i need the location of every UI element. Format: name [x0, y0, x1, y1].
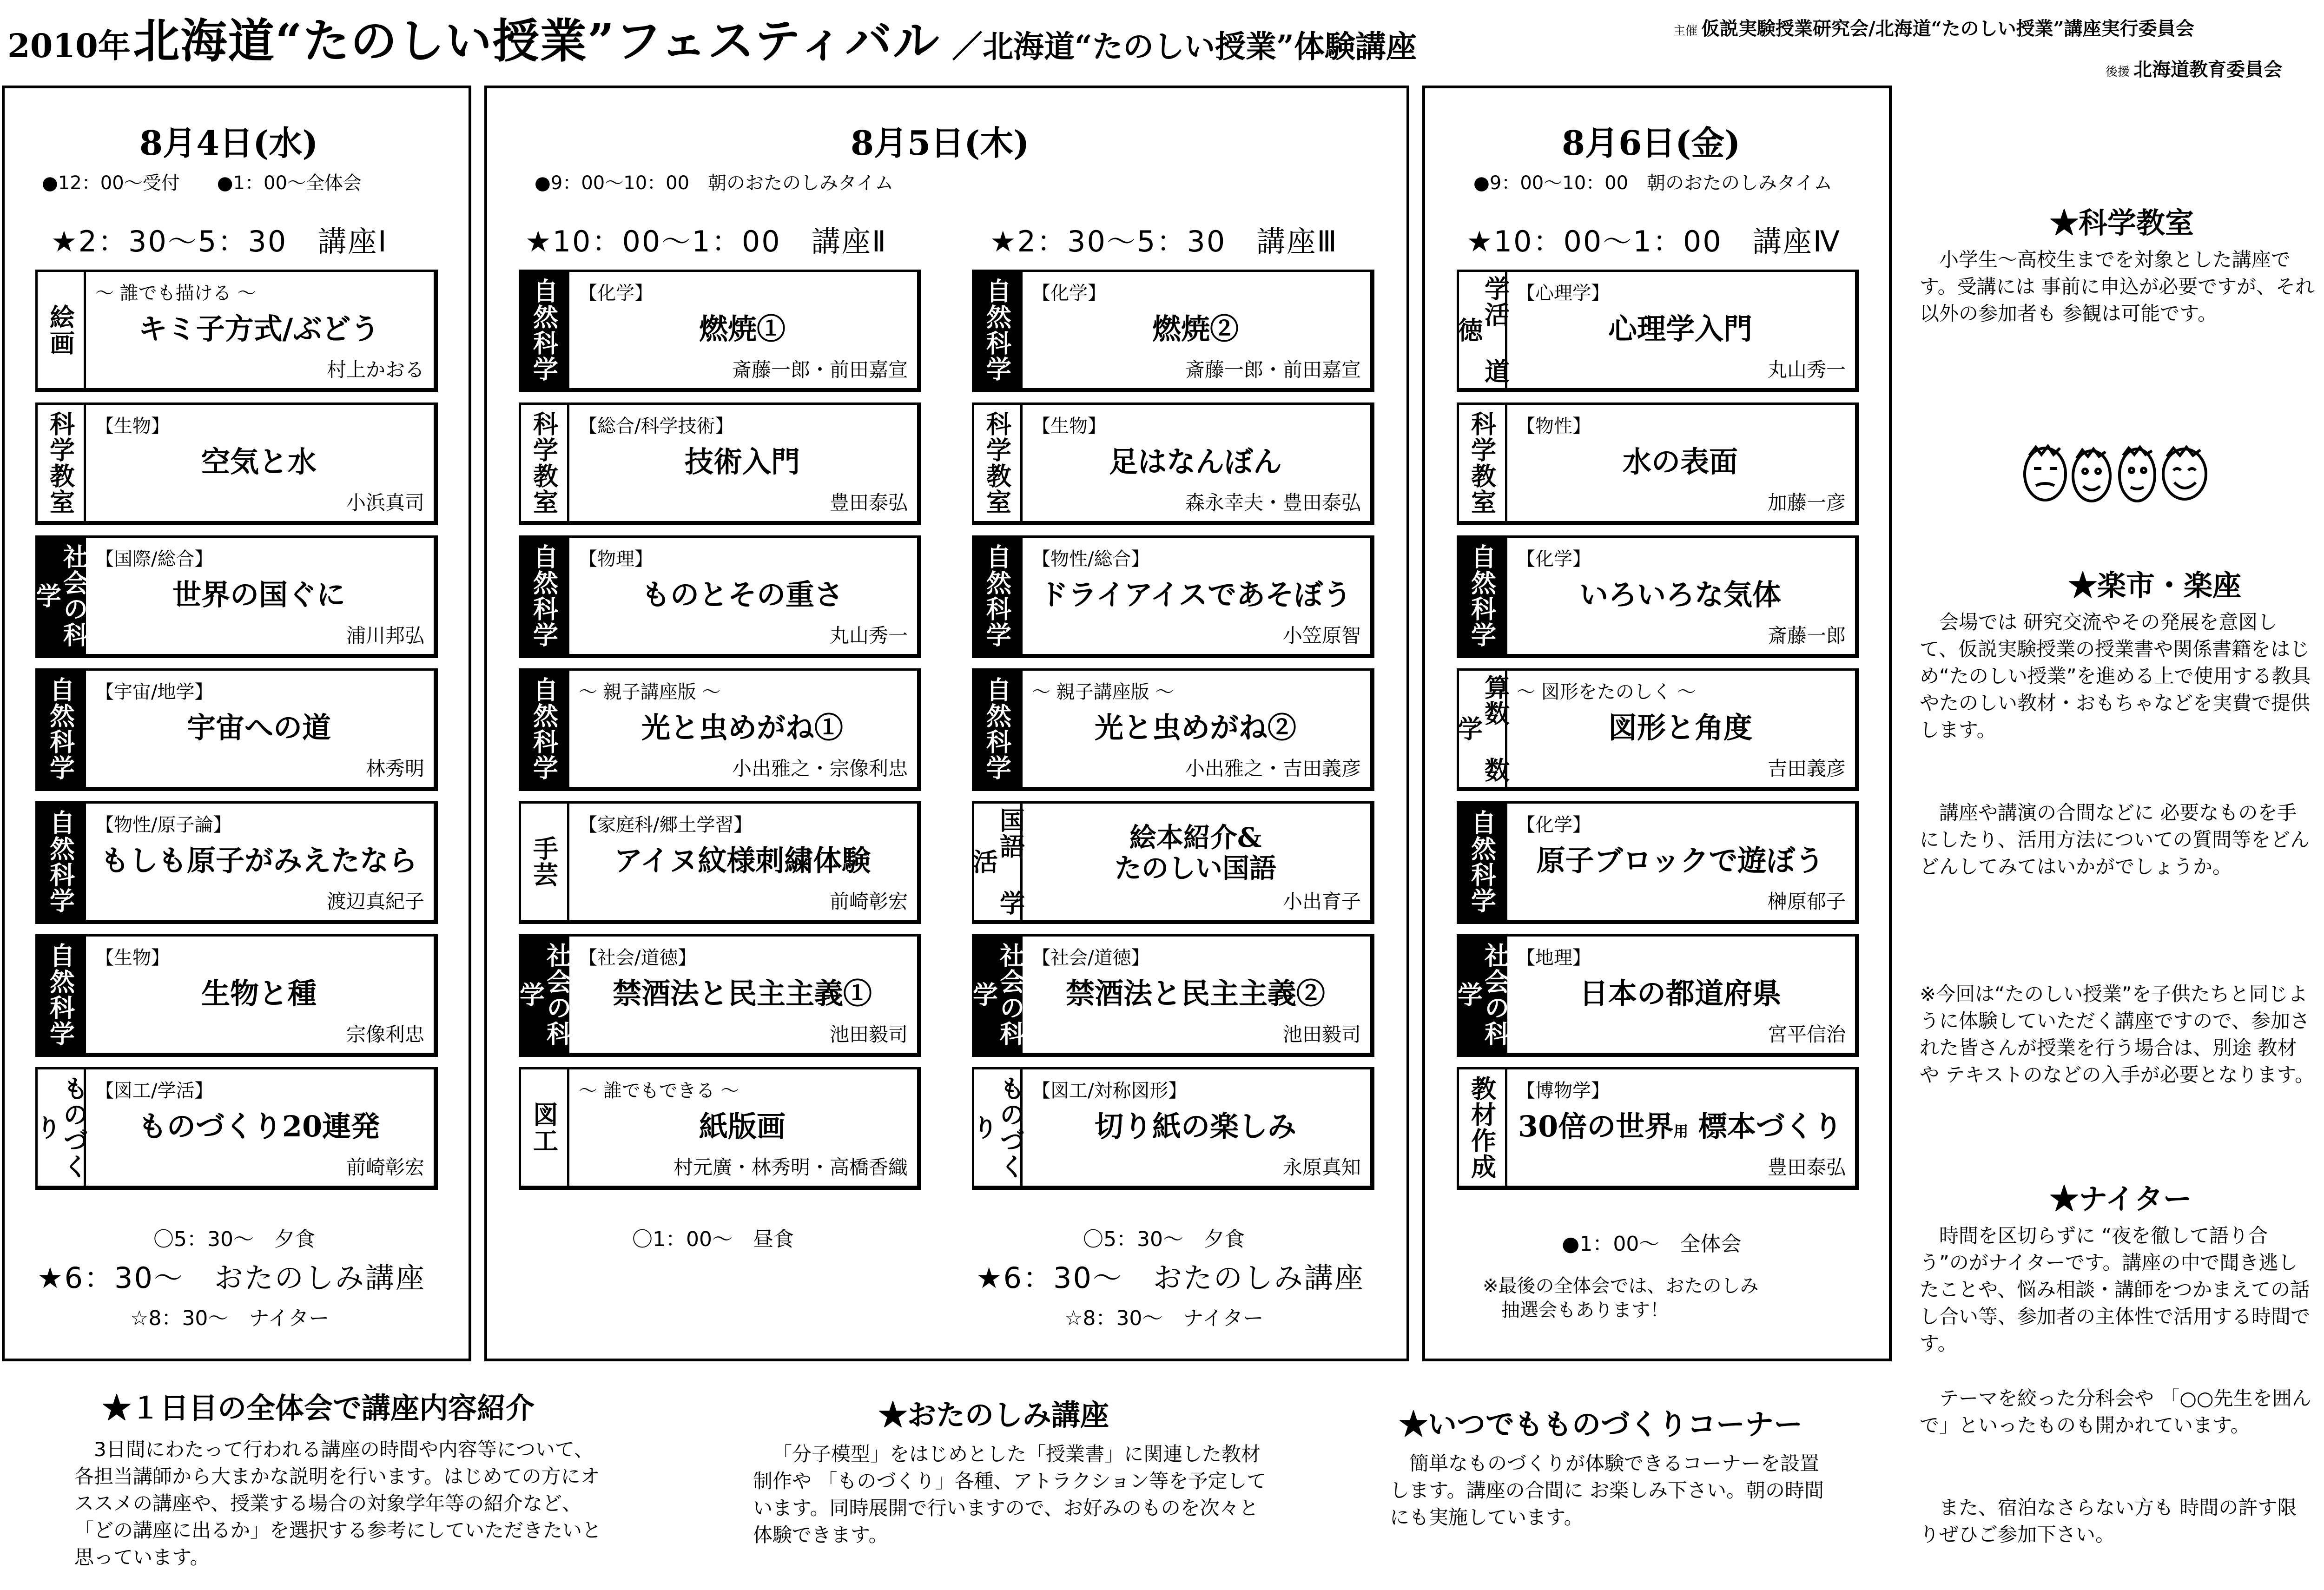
day2-evening: ★6：30～ おたのしみ講座 — [976, 1261, 1365, 1295]
subject-tab: ものづくり — [974, 1069, 1023, 1186]
lecture-teacher: 森永幸夫・豊田泰弘 — [1185, 491, 1361, 514]
lecture-title: もしも原子がみえたなら — [100, 844, 417, 877]
lecture-card — [515, 934, 921, 1057]
day2-slot-a: ★10：00～1：00 講座Ⅱ — [525, 224, 888, 258]
lecture-card — [32, 1067, 438, 1190]
nighter-text-3: また、宿泊なさらない方も 時間の許す限りぜひご参加下さい。 — [1920, 1496, 2297, 1546]
lecture-title-small: 用 — [1673, 1122, 1689, 1140]
day3-slot: ★10：00～1：00 講座Ⅳ — [1466, 224, 1841, 258]
subject-tab: 自然科学 — [521, 538, 569, 654]
subject-tab: 科学教室 — [38, 405, 86, 521]
day2-slot-b: ★2：30～5：30 講座Ⅲ — [990, 224, 1339, 258]
lecture-card — [972, 402, 1374, 525]
lecture-card — [35, 934, 438, 1057]
lecture-card — [519, 1067, 921, 1190]
subject-tab: 科学教室 — [974, 405, 1023, 521]
subject-tab: ものづくり — [38, 1069, 86, 1186]
lecture-category: 【図工/対称図形】 — [1032, 1080, 1187, 1102]
lecture-title: 空気と水 — [201, 445, 317, 479]
lecture-title: 心理学入門 — [1608, 312, 1752, 346]
lecture-title: ドライアイスであそぼう — [1039, 578, 1352, 612]
subject-tab: 手芸 — [521, 804, 569, 920]
lecture-teacher: 小笠原智 — [1282, 624, 1361, 647]
smiley-faces-illustration — [2017, 442, 2212, 511]
lecture-title: 光と虫めがね① — [641, 711, 843, 745]
lecture-title: 生物と種 — [201, 976, 317, 1010]
lecture-teacher: 村上かおる — [326, 358, 424, 381]
page-header — [7, 4, 1417, 71]
day3-note-lottery-2: 抽選会もあります！ — [1501, 1300, 1669, 1321]
lecture-card — [969, 934, 1374, 1057]
lecture-title: 世界の国ぐに — [172, 578, 345, 612]
lecture-teacher: 斎藤一郎・前田嘉宣 — [732, 358, 908, 381]
lecture-teacher: 浦川邦弘 — [346, 624, 424, 647]
lecture-category: ～ 誰でもできる ～ — [579, 1080, 739, 1102]
lecture-card — [1453, 934, 1859, 1057]
lecture-card — [972, 668, 1374, 791]
lecture-teacher: 永原真知 — [1282, 1156, 1361, 1179]
lecture-title: 禁酒法と民主主義② — [1065, 976, 1325, 1010]
day3-general-meeting: ●1：00～ 全体会 — [1562, 1232, 1742, 1256]
organizer-text: 仮説実験授業研究会/北海道“たのしい授業”講座実行委員会 — [1701, 18, 2194, 40]
subject-tab: 自然科学 — [974, 671, 1023, 787]
lecture-teacher: 池田毅司 — [829, 1023, 908, 1046]
lecture-title: 足はなんぼん — [1109, 445, 1282, 479]
lecture-teacher: 村元廣・林秀明・高橋香織 — [673, 1156, 908, 1179]
lecture-title: 図形と角度 — [1608, 711, 1752, 745]
lecture-category: 【化学】 — [1032, 283, 1106, 304]
lecture-category: 【生物】 — [95, 947, 170, 969]
lecture-category: 【化学】 — [1517, 548, 1591, 570]
subject-tab: 自然科学 — [974, 538, 1023, 654]
lecture-card — [972, 270, 1374, 392]
lecture-teacher: 豊田泰弘 — [1767, 1156, 1846, 1179]
lecture-teacher: 渡辺真紀子 — [326, 890, 424, 913]
lecture-category: 【物性】 — [1517, 416, 1591, 437]
lecture-title: 水の表面 — [1622, 445, 1738, 479]
subject-tab: 国語 学活 — [974, 804, 1023, 920]
lecture-category: 【化学】 — [579, 283, 653, 304]
intro-title: ★１日目の全体会で講座内容紹介 — [102, 1391, 535, 1425]
subject-tab: 算数 数学 — [1459, 671, 1507, 787]
day1-note: ●12：00～受付 ●1：00～全体会 — [42, 172, 362, 194]
lecture-teacher: 榊原郁子 — [1767, 890, 1846, 913]
fun-title: ★おたのしみ講座 — [878, 1398, 1109, 1432]
lecture-category: 【社会/道徳】 — [579, 947, 697, 969]
lecture-card — [35, 801, 438, 924]
lecture-title: 紙版画 — [699, 1109, 786, 1143]
lecture-card — [1457, 402, 1859, 525]
lecture-title: いろいろな気体 — [1579, 578, 1781, 612]
lecture-card — [972, 535, 1374, 658]
lecture-title: 技術入門 — [684, 445, 800, 479]
lecture-card — [519, 668, 921, 791]
lecture-teacher: 小出雅之・宗像利忠 — [732, 757, 908, 780]
lecture-category: ～ 親子講座版 ～ — [579, 681, 721, 703]
lecture-teacher: 宗像利忠 — [346, 1023, 424, 1046]
lecture-card — [35, 270, 438, 392]
lecture-title — [1510, 1110, 1850, 1148]
lecture-title: ものとその重さ — [641, 578, 843, 612]
lecture-category: 【博物学】 — [1517, 1080, 1610, 1102]
lecture-teacher: 小出雅之・吉田義彦 — [1185, 757, 1361, 780]
lecture-title-rest: 標本づくり — [1688, 1109, 1842, 1143]
lecture-category: 【社会/道徳】 — [1032, 947, 1150, 969]
subject-tab: 自然科学 — [1459, 538, 1507, 654]
lecture-title: ものづくり20連発 — [138, 1109, 380, 1143]
day1-dinner: 〇5：30～ 夕食 — [153, 1227, 315, 1251]
subject-tab: 社会の科学 — [38, 538, 86, 654]
lecture-teacher: 吉田義彦 — [1767, 757, 1846, 780]
lecture-card — [1453, 270, 1859, 392]
lecture-category: 【家庭科/郷土学習】 — [579, 814, 753, 836]
supporter-text: 北海道教育委員会 — [2133, 59, 2283, 80]
lecture-teacher: 前崎彰宏 — [829, 890, 908, 913]
day3-note-lottery-1: ※最後の全体会では、おたのしみ — [1483, 1275, 1759, 1297]
nighter-title: ★ナイター — [2050, 1182, 2192, 1216]
market-text-2: 講座や講演の合間などに 必要なものを手にしたり、活用方法についての質問等をどんどんしてみてはいかがでしょうか。 — [1920, 801, 2310, 878]
lecture-card — [969, 1067, 1374, 1190]
lecture-category: ～ 誰でも描ける ～ — [95, 283, 256, 304]
lecture-teacher: 豊田泰弘 — [829, 491, 908, 514]
lecture-category: 【心理学】 — [1517, 283, 1610, 304]
lecture-card — [1457, 801, 1859, 924]
supporter-line — [2106, 55, 2282, 81]
subject-tab: 自然科学 — [38, 804, 86, 920]
lecture-card — [519, 402, 921, 525]
lecture-teacher: 小出育子 — [1282, 890, 1361, 913]
lecture-title: 宇宙への道 — [186, 711, 331, 745]
lecture-category: 【地理】 — [1517, 947, 1591, 969]
lecture-teacher: 小浜真司 — [346, 491, 424, 514]
lecture-category: ～ 親子講座版 ～ — [1032, 681, 1174, 703]
day2-lunch: 〇1：00～ 昼食 — [632, 1227, 794, 1251]
lecture-teacher: 池田毅司 — [1282, 1023, 1361, 1046]
lecture-title: 燃焼① — [699, 312, 786, 346]
intro-text: 3日間にわたって行われる講座の時間や内容等について、各担当講師から大まかな説明を行います。はじめての方にオススメの講座や、授業する場合の対象学年等の紹介など、「どの講座に出るか」を選択する参考にしていただきたいと思っています。 — [74, 1438, 602, 1569]
subject-tab: 自然科学 — [521, 671, 569, 787]
nighter-text: 時間を区切らずに “夜を徹して語り合う”のがナイターです。講座の中で聞き逃したことや、悩み相談・講師をつかまえての話し合い等、参加者の主体性で活用する時間です。 — [1920, 1224, 2311, 1355]
lecture-card — [519, 535, 921, 658]
day1-slot: ★2：30～5：30 講座Ⅰ — [51, 224, 388, 258]
supporter-label: 後援 — [2106, 65, 2130, 79]
lecture-card — [35, 668, 438, 791]
day3-note: ●9：00～10：00 朝のおたのしみタイム — [1473, 172, 1833, 194]
header-title: 北海道“たのしい授業”フェスティバル — [133, 13, 940, 68]
lecture-card — [519, 270, 921, 392]
market-text: 会場では 研究交流やその発展を意図して、仮説実験授業の授業書や関係書籍をはじめ“たのしい授業”を進める上で使用する教具やたのしい教材・おもちゃなどを実費で提供します。 — [1920, 611, 2311, 741]
lecture-card — [1453, 668, 1859, 791]
day2-note: ●9：00～10：00 朝のおたのしみタイム — [535, 172, 894, 194]
fun-text: 「分子模型」をはじめとした「授業書」に関連した教材制作や 「ものづくり」各種、アトラクション等を予定しています。同時展開で行いますので、お好みのものを次々と体験できます。 — [753, 1443, 1267, 1546]
day2-date: 8月5日(木) — [851, 123, 1030, 163]
lecture-teacher: 丸山秀一 — [1767, 358, 1846, 381]
market-note: ※今回は“たのしい授業”を子供たちと同じように体験していただく講座ですので、参加された皆さんが授業を行う場合は、別途 教材や テキストのなどの入手が必要となります。 — [1920, 983, 2315, 1086]
subject-tab: 自然科学 — [521, 272, 569, 388]
day1-date: 8月4日(水) — [139, 123, 318, 163]
lecture-category: 【物性/原子論】 — [95, 814, 232, 836]
subject-tab: 自然科学 — [38, 937, 86, 1053]
lecture-category: 【宇宙/地学】 — [95, 681, 213, 703]
lecture-category: 【図工/学活】 — [95, 1080, 213, 1102]
lecture-category: 【国際/総合】 — [95, 548, 213, 570]
lecture-category: ～ 図形をたのしく ～ — [1517, 681, 1696, 703]
lecture-title: 日本の都道府県 — [1579, 976, 1781, 1010]
lecture-title: 光と虫めがね② — [1094, 711, 1296, 745]
lecture-teacher: 加藤一彦 — [1767, 491, 1846, 514]
lecture-title: 原子ブロックで遊ぼう — [1536, 844, 1824, 877]
lecture-card — [519, 801, 921, 924]
lecture-title: アイヌ紋様刺繍体験 — [614, 844, 871, 877]
day3-date: 8月6日(金) — [1562, 123, 1741, 163]
subject-tab: 絵画 — [38, 272, 86, 388]
lecture-title: 絵本紹介& たのしい国語 — [1114, 822, 1276, 884]
subject-tab: 図工 — [521, 1069, 569, 1186]
nighter-text-2: テーマを絞った分科会や 「○○先生を囲んで」といったものも開かれています。 — [1920, 1387, 2311, 1437]
subject-tab: 社会の科学 — [974, 937, 1023, 1053]
subject-tab: 学活 道徳 — [1459, 272, 1507, 388]
lecture-card — [1457, 1067, 1859, 1190]
market-title: ★楽市・楽座 — [2068, 568, 2242, 602]
subject-tab: 教材作成 — [1459, 1069, 1507, 1186]
day2-dinner: 〇5：30～ 夕食 — [1083, 1227, 1245, 1251]
subject-tab: 科学教室 — [521, 405, 569, 521]
lecture-category: 【化学】 — [1517, 814, 1591, 836]
lecture-teacher: 斎藤一郎・前田嘉宣 — [1185, 358, 1361, 381]
lecture-card — [35, 402, 438, 525]
lecture-category: 【物性/総合】 — [1032, 548, 1150, 570]
subject-tab: 社会の科学 — [521, 937, 569, 1053]
lecture-category: 【生物】 — [95, 416, 170, 437]
subject-tab: 自然科学 — [1459, 804, 1507, 920]
lecture-title: キミ子方式/ぶどう — [138, 312, 380, 346]
lecture-category: 【総合/科学技術】 — [579, 416, 734, 437]
lecture-category: 【生物】 — [1032, 416, 1106, 437]
lecture-title: 切り紙の楽しみ — [1094, 1109, 1296, 1143]
subject-tab: 社会の科学 — [1459, 937, 1507, 1053]
lecture-teacher: 林秀明 — [365, 757, 424, 780]
organizer-line — [1673, 14, 2194, 40]
science-text: 小学生～高校生までを対象とした講座です。受講には 事前に申込が必要ですが、それ以外の参加者も 参観は可能です。 — [1920, 248, 2315, 325]
lecture-teacher: 前崎彰宏 — [346, 1156, 424, 1179]
science-title: ★科学教室 — [2050, 206, 2194, 240]
lecture-card — [32, 535, 438, 658]
organizer-label: 主催 — [1673, 24, 1698, 38]
lecture-category: 【物理】 — [579, 548, 653, 570]
header-subtitle: ／北海道“たのしい授業”体験講座 — [952, 28, 1417, 65]
lecture-teacher: 斎藤一郎 — [1767, 624, 1846, 647]
subject-tab: 科学教室 — [1459, 405, 1507, 521]
day1-evening: ★6：30～ おたのしみ講座 — [37, 1261, 426, 1295]
subject-tab: 自然科学 — [38, 671, 86, 787]
lecture-card — [1457, 535, 1859, 658]
day2-nighter: ☆8：30～ ナイター — [1064, 1306, 1264, 1330]
lecture-title: 禁酒法と民主主義① — [612, 976, 872, 1010]
craft-title: ★いつでもものづくりコーナー — [1399, 1407, 1803, 1441]
lecture-card — [969, 801, 1374, 924]
lecture-title: 燃焼② — [1152, 312, 1239, 346]
subject-tab: 自然科学 — [974, 272, 1023, 388]
lecture-title-main: 30倍の世界 — [1518, 1109, 1674, 1143]
header-year: 2010年 — [7, 26, 131, 65]
day1-nighter: ☆8：30～ ナイター — [130, 1306, 330, 1330]
lecture-teacher: 丸山秀一 — [829, 624, 908, 647]
lecture-teacher: 宮平信治 — [1767, 1023, 1846, 1046]
craft-text: 簡単なものづくりが体験できるコーナーを設置します。講座の合間に お楽しみ下さい。朝の時間にも実施しています。 — [1390, 1452, 1824, 1529]
